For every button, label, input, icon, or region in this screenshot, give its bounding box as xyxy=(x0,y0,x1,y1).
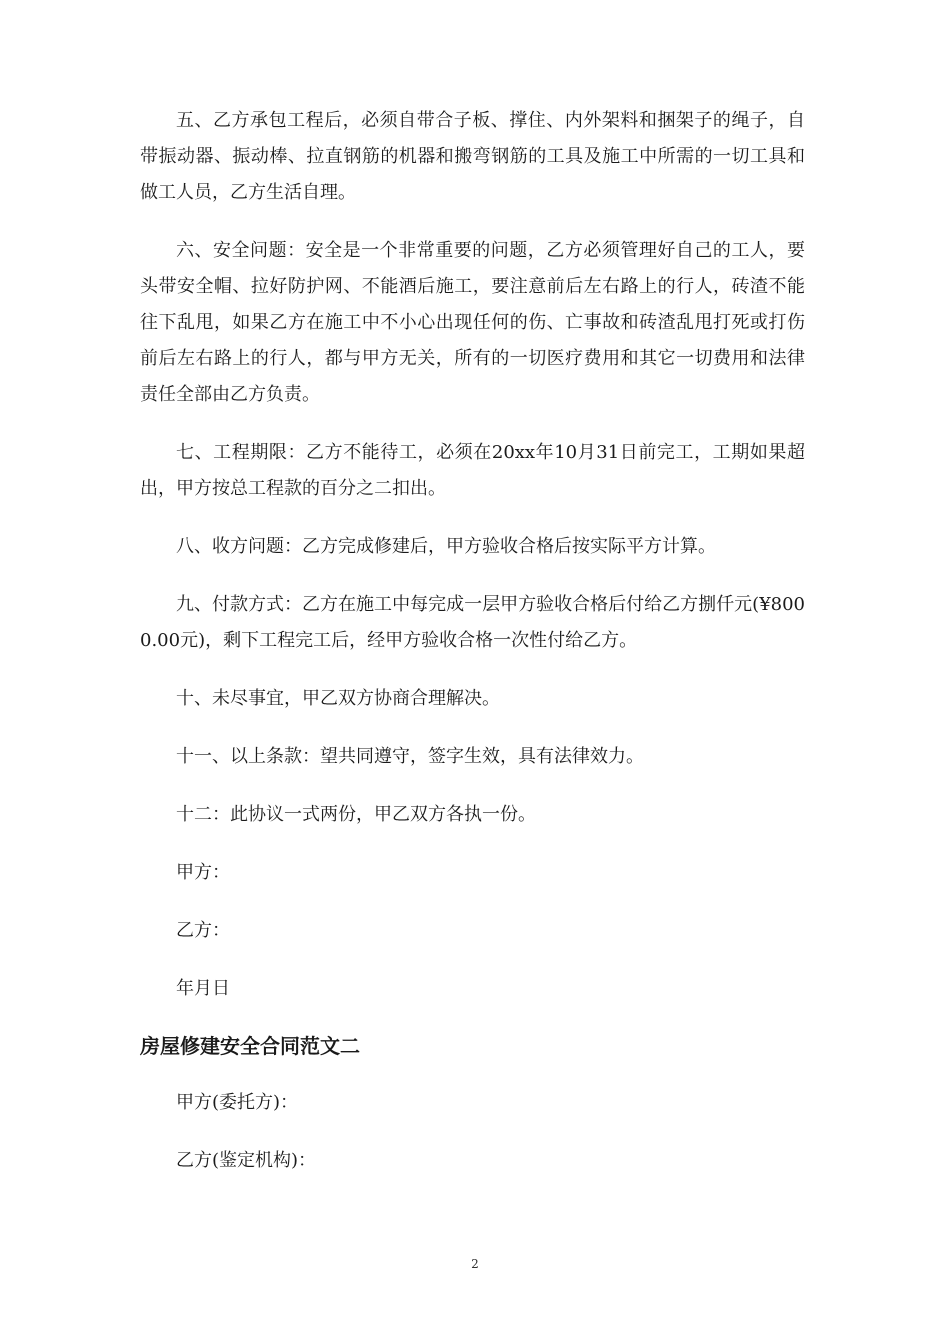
clause-10: 十、未尽事宜，甲乙双方协商合理解决。 xyxy=(176,688,500,709)
document-body xyxy=(140,103,805,1201)
clause-12: 十二：此协议一式两份，甲乙双方各执一份。 xyxy=(176,804,536,825)
section-heading: 房屋修建安全合同范文二 xyxy=(140,1034,360,1058)
party-b-appraiser: 乙方(鉴定机构)： xyxy=(176,1150,317,1171)
date-line: 年月日 xyxy=(176,978,230,999)
party-a-signature-line: 甲方： xyxy=(176,862,230,883)
page-number: 2 xyxy=(471,1257,479,1271)
clause-6-safety: 六、安全问题：安全是一个非常重要的问题，乙方必须管理好自己的工人，要头带安全帽、拉好防护网、不能酒后施工，要注意前后左右路上的行人，砖渣不能往下乱甩，如果乙方在施工中不小心出现任何的伤、亡事故和砖渣乱甩打死或打伤前后左右路上的行人，都与甲方无关，所有的一切医疗费用和其它一切费用和法律责任全部由乙方负责。 xyxy=(140,240,805,405)
party-a-client: 甲方(委托方)： xyxy=(176,1092,299,1113)
party-b-signature-line: 乙方： xyxy=(176,920,230,941)
clause-11: 十一、以上条款：望共同遵守，签字生效，具有法律效力。 xyxy=(176,746,644,767)
clause-7-schedule: 七、工程期限：乙方不能待工，必须在20xx年10月31日前完工，工期如果超出，甲方按总工程款的百分之二扣出。 xyxy=(140,442,805,499)
clause-9-payment: 九、付款方式：乙方在施工中每完成一层甲方验收合格后付给乙方捌仟元(¥8000.00元)，剩下工程完工后，经甲方验收合格一次性付给乙方。 xyxy=(140,594,805,651)
clause-8-acceptance: 八、收方问题：乙方完成修建后，甲方验收合格后按实际平方计算。 xyxy=(176,536,716,557)
clause-5: 五、乙方承包工程后，必须自带合子板、撑住、内外架料和捆架子的绳子，自带振动器、振动棒、拉直钢筋的机器和搬弯钢筋的工具及施工中所需的一切工具和做工人员，乙方生活自理。 xyxy=(140,110,805,203)
